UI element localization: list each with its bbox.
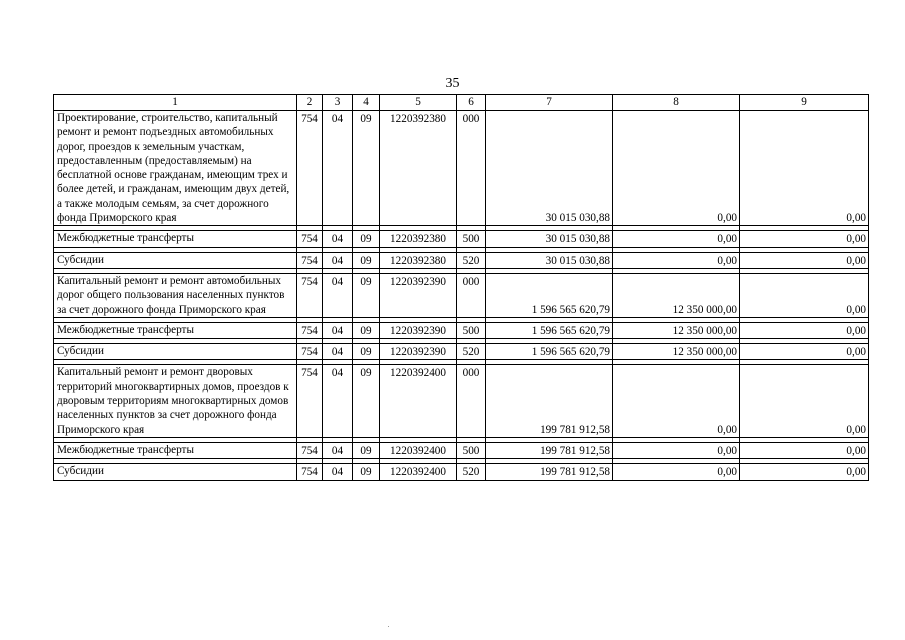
code-cell-c2: 754 [297,464,323,480]
code-cell-c6: 000 [457,365,486,437]
code-cell-c3: 04 [323,365,353,437]
row-name-cell: Субсидии [54,344,297,360]
amount-cell-c8: 0,00 [613,464,740,480]
code-cell-c3: 04 [323,111,353,226]
code-cell-c6: 500 [457,322,486,338]
table-row [54,344,869,360]
code-cell-c6: 500 [457,231,486,247]
code-cell-c2: 754 [297,344,323,360]
code-cell-c4: 09 [353,344,380,360]
code-cell-c4: 09 [353,365,380,437]
code-cell-c4: 09 [353,231,380,247]
amount-cell-c7: 30 015 030,88 [486,111,613,226]
table-row [54,231,869,247]
row-name-cell: Капитальный ремонт и ремонт автомобильных дорог общего пользования населенных пунктов за счет дорожного фонда Приморского края [54,273,297,317]
table-row [54,252,869,268]
code-cell-c5: 1220392380 [380,252,457,268]
column-header: 8 [613,95,740,111]
amount-cell-c7: 30 015 030,88 [486,252,613,268]
amount-cell-c9: 0,00 [740,322,869,338]
amount-cell-c8: 0,00 [613,111,740,226]
code-cell-c3: 04 [323,252,353,268]
amount-cell-c7: 199 781 912,58 [486,365,613,437]
amount-cell-c8: 0,00 [613,442,740,458]
code-cell-c5: 1220392390 [380,273,457,317]
amount-cell-c8: 12 350 000,00 [613,322,740,338]
code-cell-c3: 04 [323,442,353,458]
budget-table [53,94,869,481]
amount-cell-c9: 0,00 [740,464,869,480]
amount-cell-c7: 1 596 565 620,79 [486,322,613,338]
code-cell-c6: 500 [457,442,486,458]
row-name-cell: Субсидии [54,252,297,268]
code-cell-c3: 04 [323,231,353,247]
code-cell-c5: 1220392390 [380,344,457,360]
row-name-cell: Межбюджетные трансферты [54,442,297,458]
table-body [54,111,869,481]
amount-cell-c7: 199 781 912,58 [486,442,613,458]
code-cell-c2: 754 [297,365,323,437]
code-cell-c2: 754 [297,231,323,247]
column-number-row [54,95,869,111]
amount-cell-c8: 0,00 [613,252,740,268]
amount-cell-c9: 0,00 [740,111,869,226]
amount-cell-c9: 0,00 [740,442,869,458]
code-cell-c6: 000 [457,273,486,317]
code-cell-c4: 09 [353,442,380,458]
table-row [54,442,869,458]
column-header: 7 [486,95,613,111]
code-cell-c2: 754 [297,322,323,338]
code-cell-c5: 1220392400 [380,464,457,480]
amount-cell-c8: 0,00 [613,231,740,247]
code-cell-c5: 1220392380 [380,111,457,226]
code-cell-c6: 520 [457,464,486,480]
code-cell-c2: 754 [297,252,323,268]
code-cell-c3: 04 [323,464,353,480]
code-cell-c4: 09 [353,322,380,338]
code-cell-c4: 09 [353,111,380,226]
code-cell-c2: 754 [297,442,323,458]
amount-cell-c9: 0,00 [740,252,869,268]
row-name-cell: Проектирование, строительство, капитальный ремонт и ремонт подъездных автомобильных дорог, проездов к земельным участкам, предоставленным (предоставляемым) на бесплатной основе гражданам, имеющим трех и более детей, и гражданам, имеющим двух детей, а также молодым семьям, за счет дорожного фонда Приморского края [54,111,297,226]
amount-cell-c9: 0,00 [740,273,869,317]
code-cell-c4: 09 [353,273,380,317]
amount-cell-c8: 12 350 000,00 [613,273,740,317]
code-cell-c3: 04 [323,322,353,338]
amount-cell-c8: 0,00 [613,365,740,437]
code-cell-c6: 520 [457,252,486,268]
amount-cell-c7: 1 596 565 620,79 [486,273,613,317]
code-cell-c6: 000 [457,111,486,226]
amount-cell-c9: 0,00 [740,365,869,437]
column-header: 2 [297,95,323,111]
code-cell-c2: 754 [297,273,323,317]
amount-cell-c7: 30 015 030,88 [486,231,613,247]
code-cell-c2: 754 [297,111,323,226]
row-name-cell: Межбюджетные трансферты [54,322,297,338]
amount-cell-c7: 1 596 565 620,79 [486,344,613,360]
row-name-cell: Межбюджетные трансферты [54,231,297,247]
column-header: 5 [380,95,457,111]
column-header: 3 [323,95,353,111]
table-row [54,111,869,226]
code-cell-c4: 09 [353,464,380,480]
column-header: 1 [54,95,297,111]
column-header: 9 [740,95,869,111]
table-row [54,365,869,437]
code-cell-c5: 1220392380 [380,231,457,247]
amount-cell-c8: 12 350 000,00 [613,344,740,360]
code-cell-c5: 1220392400 [380,365,457,437]
row-name-cell: Субсидии [54,464,297,480]
amount-cell-c7: 199 781 912,58 [486,464,613,480]
row-name-cell: Капитальный ремонт и ремонт дворовых территорий многоквартирных домов, проездов к дворовым территориям многоквартирных домов населенных пунктов за счет дорожного фонда Приморского края [54,365,297,437]
code-cell-c3: 04 [323,273,353,317]
code-cell-c6: 520 [457,344,486,360]
table-row [54,273,869,317]
table-row [54,322,869,338]
code-cell-c5: 1220392400 [380,442,457,458]
code-cell-c3: 04 [323,344,353,360]
amount-cell-c9: 0,00 [740,344,869,360]
code-cell-c4: 09 [353,252,380,268]
amount-cell-c9: 0,00 [740,231,869,247]
page-number: 35 [445,76,460,91]
code-cell-c5: 1220392390 [380,322,457,338]
scan-speck [388,626,389,627]
column-header: 4 [353,95,380,111]
table-row [54,464,869,480]
column-header: 6 [457,95,486,111]
